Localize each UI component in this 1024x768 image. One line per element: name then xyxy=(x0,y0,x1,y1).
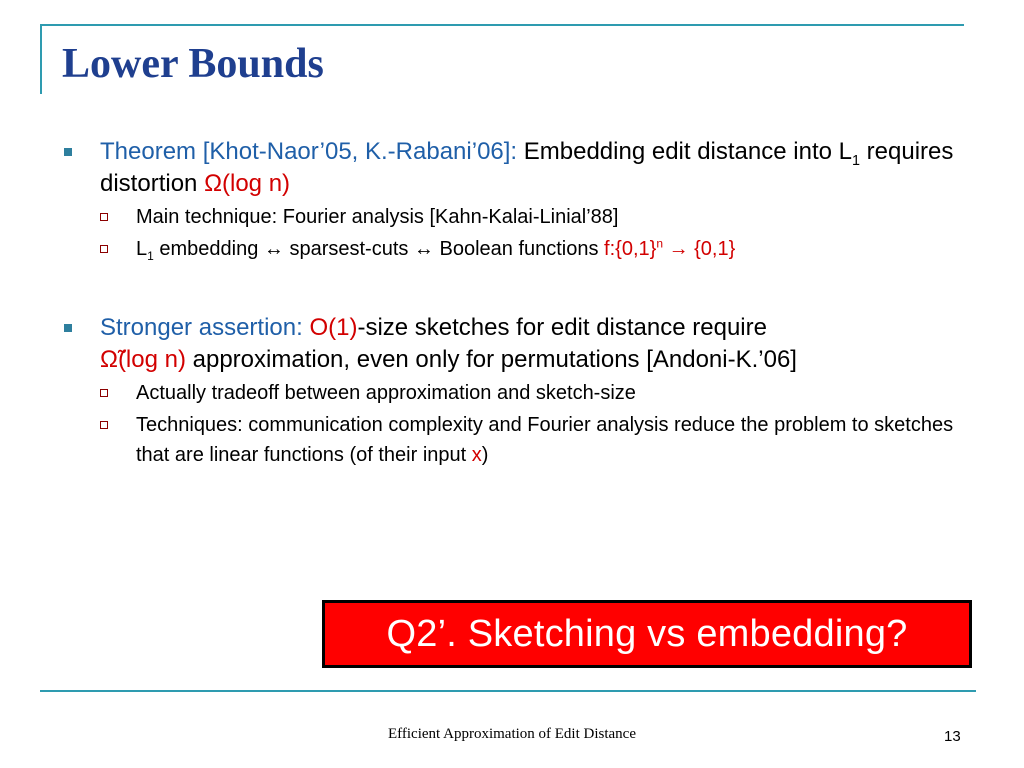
sub-bullet-embedding xyxy=(64,234,964,264)
techniques-text: Techniques: communication complexity and Fourier analysis reduce the problem to sketches that are linear functions (of their input xyxy=(136,414,954,466)
slide-content xyxy=(64,136,964,470)
theorem-label: Theorem [Khot-Naor’05, K.-Rabani’06]: xyxy=(100,138,518,165)
page-number: 13 xyxy=(944,728,961,745)
footer-text: Efficient Approximation of Edit Distance xyxy=(388,726,636,742)
hollow-square-bullet-icon xyxy=(100,389,108,397)
theorem-distortion: Ω(log n) xyxy=(204,170,291,197)
square-bullet-icon xyxy=(64,148,72,156)
theorem-subscript: 1 xyxy=(851,152,860,169)
hollow-square-bullet-icon xyxy=(100,245,108,253)
square-bullet-icon xyxy=(64,324,72,332)
sub-bullet-text: Actually tradeoff between approximation and sketch-size xyxy=(136,382,636,404)
bullet-theorem xyxy=(64,136,964,200)
left-accent-line xyxy=(40,24,42,94)
bullet-stronger-assertion xyxy=(64,312,964,376)
sub-bullet-fourier xyxy=(64,202,964,232)
boolean-function-a: f:{0,1} xyxy=(604,238,657,260)
callout-box xyxy=(322,600,972,668)
embedding-subscript: 1 xyxy=(147,249,154,263)
bottom-accent-line xyxy=(40,690,976,692)
hollow-square-bullet-icon xyxy=(100,213,108,221)
hollow-square-bullet-icon xyxy=(100,421,108,429)
top-accent-line xyxy=(40,24,964,26)
sub-bullet-tradeoff xyxy=(64,378,964,408)
sub-bullet-techniques xyxy=(64,410,964,470)
spacer xyxy=(64,264,964,312)
assertion-text-a: -size sketches for edit distance require xyxy=(357,314,767,341)
embedding-text-a: L xyxy=(136,238,148,260)
boolean-function-sup: n xyxy=(656,236,664,251)
theorem-text-b: requires distortion xyxy=(100,138,954,197)
assertion-text-b: approximation, even only for permutations [Andoni-K.’06] xyxy=(185,346,797,373)
techniques-end: ) xyxy=(481,444,489,466)
embedding-text-b: embedding ↔ sparsest-cuts ↔ Boolean functions xyxy=(153,238,605,260)
theorem-text-a: Embedding edit distance into L xyxy=(517,138,852,165)
slide-title: Lower Bounds xyxy=(62,41,324,87)
assertion-size: O(1) xyxy=(302,314,358,341)
callout-text: Q2’. Sketching vs embedding? xyxy=(386,612,908,655)
assertion-approx: Ω̃(log n) xyxy=(100,346,186,373)
boolean-function-b: → {0,1} xyxy=(663,238,736,260)
assertion-label: Stronger assertion: xyxy=(100,314,303,341)
sub-bullet-text: Main technique: Fourier analysis [Kahn-Kalai-Linial’88] xyxy=(136,206,619,228)
techniques-input-var: x xyxy=(471,444,482,466)
